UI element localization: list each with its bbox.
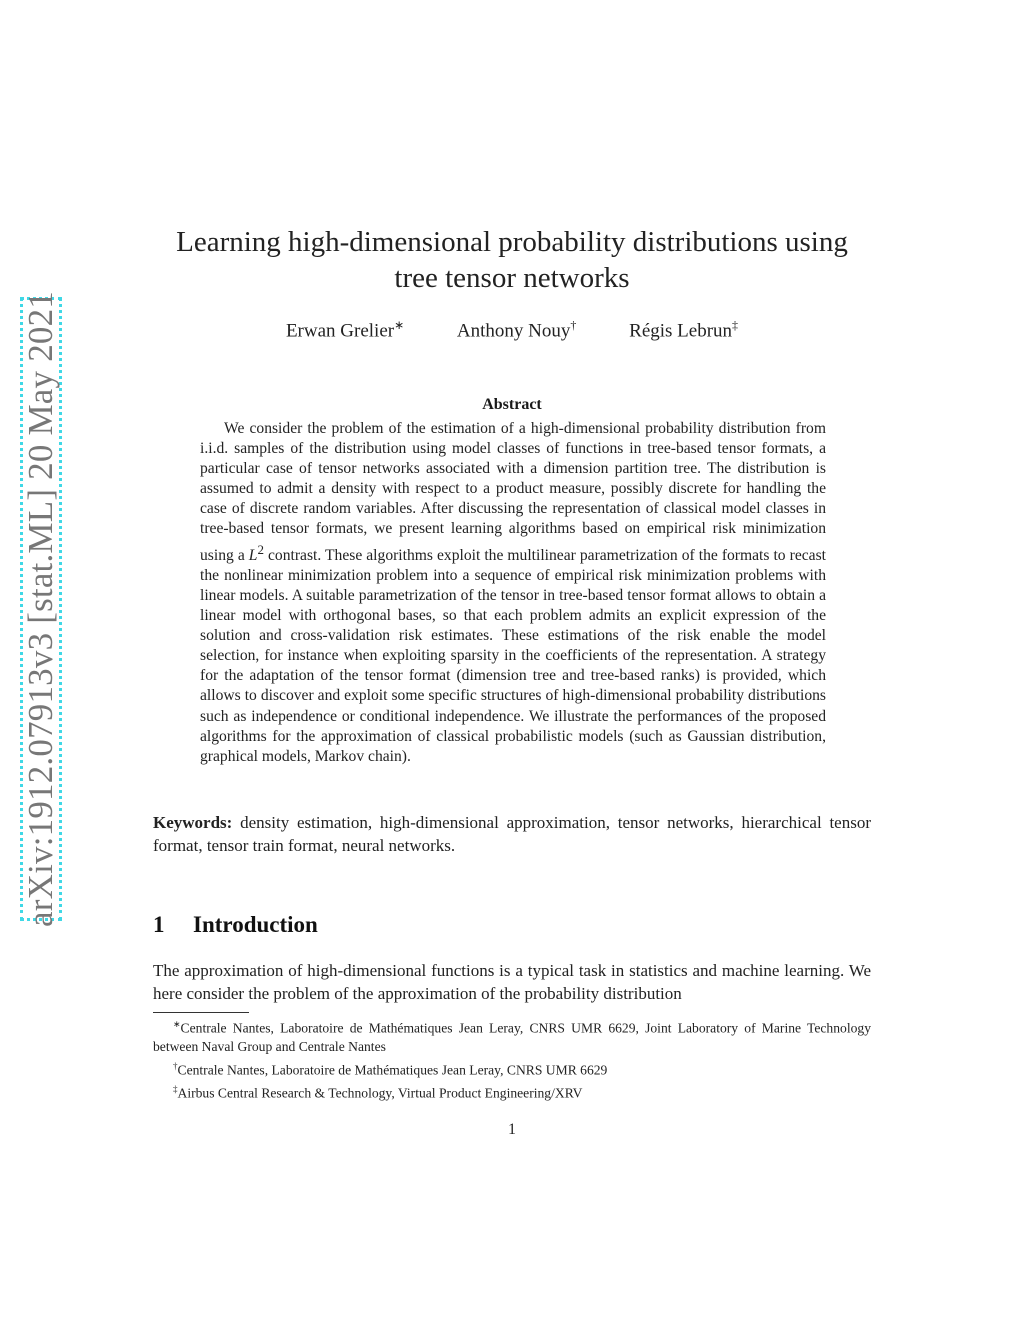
footnote-mark: ∗ <box>173 1019 181 1029</box>
footnote-2 <box>153 1057 871 1080</box>
section-heading-introduction <box>153 912 318 938</box>
math-exponent: 2 <box>257 541 264 557</box>
footnote-text: Centrale Nantes, Laboratoire de Mathématiques Jean Leray, CNRS UMR 6629, Joint Laboratory of Marine Technology between Naval Group and Centrale Nantes <box>153 1020 871 1055</box>
keywords-label: Keywords: <box>153 813 233 832</box>
footnotes <box>153 1015 871 1103</box>
math-symbol-L: L <box>248 546 258 564</box>
author-3 <box>629 318 738 342</box>
author-1 <box>286 318 404 342</box>
title-line-1: Learning high-dimensional probability distributions using <box>176 226 848 258</box>
footnote-divider <box>153 1012 249 1013</box>
arxiv-side-stamp[interactable] <box>20 291 62 927</box>
footnote-text: Centrale Nantes, Laboratoire de Mathématiques Jean Leray, CNRS UMR 6629 <box>177 1062 608 1078</box>
author-name: Anthony Nouy <box>456 320 571 342</box>
author-list <box>140 318 884 342</box>
abstract-heading: Abstract <box>482 396 542 413</box>
keywords-text: density estimation, high-dimensional approximation, tensor networks, hierarchical tensor format, tensor train format, neural networks. <box>153 813 871 855</box>
footnote-text: Airbus Central Research & Technology, Virtual Product Engineering/XRV <box>177 1085 583 1101</box>
footnote-mark: † <box>173 1060 178 1071</box>
abstract-text <box>200 419 826 767</box>
section-number: 1 <box>153 912 165 937</box>
author-name: Régis Lebrun <box>629 320 733 342</box>
keywords-paragraph <box>153 811 871 857</box>
section-title: Introduction <box>193 912 318 937</box>
footnote-3 <box>153 1080 871 1103</box>
author-name: Erwan Grelier <box>285 320 395 342</box>
abstract-part-1: We consider the problem of the estimation of a high-dimensional probability distribution from i.i.d. samples of the distribution using model classes of functions in tree-based tensor formats, a particular case of tensor networks associated with a dimension partition tree. The distribution is assumed to admit a density with respect to a product measure, possibly discrete for handling the case of discrete random variables. After discussing the representation of classical model classes in tree-based tensor formats, we present learning algorithms based on empirical risk minimization using a <box>200 420 826 564</box>
introduction-paragraph: The approximation of high-dimensional functions is a typical task in statistics and machine learning. We here consider the problem of the approximation of the probability distribution <box>153 961 871 1003</box>
paper-title <box>140 224 884 296</box>
footnote-1 <box>153 1015 871 1057</box>
page-number: 1 <box>508 1121 516 1138</box>
arxiv-identifier[interactable]: arXiv:1912.07913v3 [stat.ML] 20 May 2021 <box>21 291 60 927</box>
footnote-marker[interactable]: ‡ <box>732 318 739 332</box>
abstract-part-2: contrast. These algorithms exploit the multilinear parametrization of the formats to recast the nonlinear minimization problem into a sequence of empirical risk minimization problems with linear models. A suitable parametrization of the tensor in tree-based tensor format allows to obtain a linear model with orthogonal bases, so that each problem admits an explicit expression of the solution and cross-validation risk estimates. These estimations of the risk enable the model selection, for instance when exploiting sparsity in the coefficients of the representation. A strategy for the adaptation of the tensor format (dimension tree and tree-based ranks) is provided, which allows to discover and exploit some specific structures of high-dimensional probability distributions such as independence or conditional independence. We illustrate the performances of the proposed algorithms for the approximation of classical probabilistic models (such as Gaussian distribution, graphical models, Markov chain). <box>200 546 826 765</box>
author-2 <box>457 318 576 342</box>
title-line-2: tree tensor networks <box>394 262 630 294</box>
footnote-marker[interactable]: † <box>570 318 577 332</box>
footnote-mark: ‡ <box>173 1083 178 1094</box>
footnote-marker[interactable]: ∗ <box>394 318 405 332</box>
